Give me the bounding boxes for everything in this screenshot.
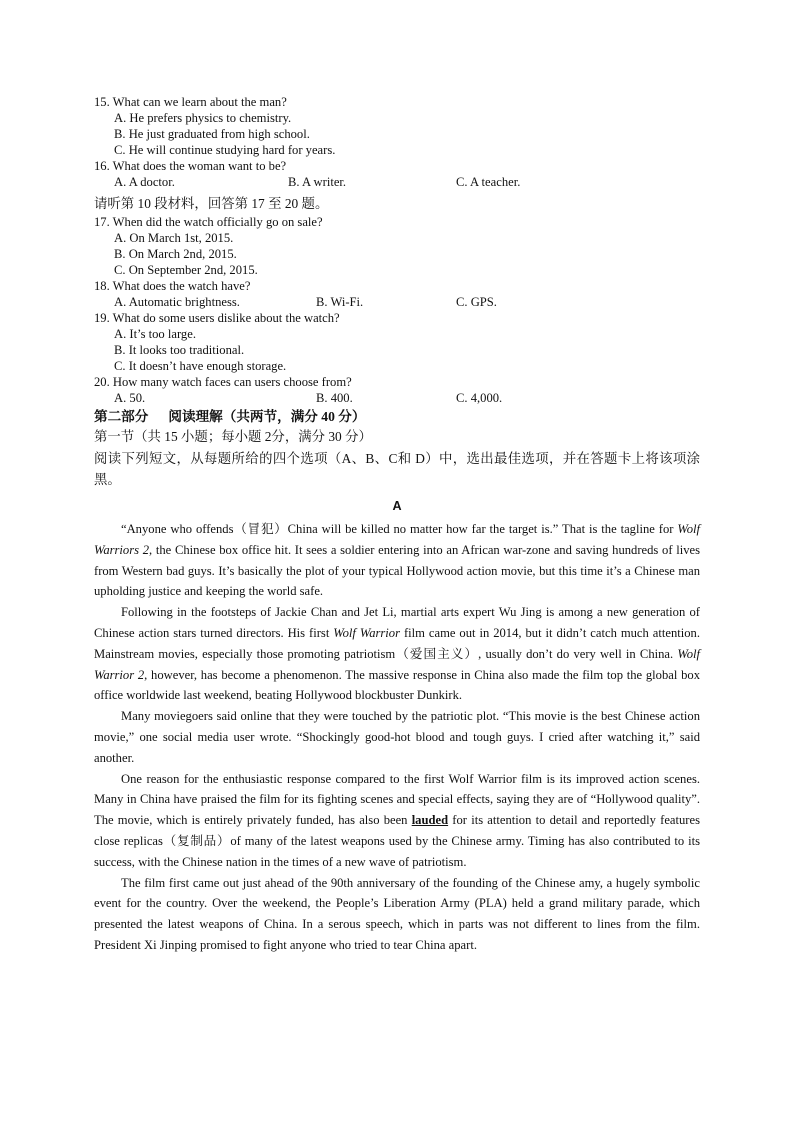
question-16-option-b: B. A writer. bbox=[288, 175, 347, 189]
question-15-option-a: A. He prefers physics to chemistry. bbox=[114, 111, 292, 125]
passage-paragraph-2: Following in the footsteps of Jackie Chan and Jet Li, martial arts expert Wu Jing is among a new generation of Chinese action stars turned directors. His first Wolf Warrior film came out in 2014, but it didn’t catch much attention. Mainstream movies, especially those promoting patriotism（爱国主义）, usually don’t do very well in China. Wolf Warrior 2, however, has become a phenomenon. The massive response in China also made the film top the global box office worldwide last weekend, beating Hollywood blockbuster Dunkirk. bbox=[94, 605, 700, 703]
section-one-heading: 第一节（共 15 小题；每小题 2分，满分 30 分） bbox=[94, 429, 372, 444]
question-17-option-c: C. On September 2nd, 2015. bbox=[114, 263, 258, 277]
question-20-options bbox=[114, 390, 700, 406]
question-16-options bbox=[114, 174, 700, 190]
question-19-option-c: C. It doesn’t have enough storage. bbox=[114, 359, 287, 373]
question-16-option-a: A. A doctor. bbox=[114, 175, 175, 189]
film-title: Wolf Warriors 2 bbox=[94, 522, 700, 557]
passage-label: A bbox=[392, 499, 402, 513]
question-19-option-b: B. It looks too traditional. bbox=[114, 343, 245, 357]
film-title: Wolf Warrior bbox=[333, 625, 400, 640]
exam-page bbox=[94, 94, 700, 956]
question-18-option-b: B. Wi-Fi. bbox=[316, 295, 364, 309]
part-two-title: 阅读理解（共两节，满分 40 分） bbox=[168, 409, 366, 424]
question-15-stem: 15. What can we learn about the man? bbox=[94, 95, 287, 109]
reading-instruction: 阅读下列短文，从每题所给的四个选项（A、B、C和 D）中，选出最佳选项，并在答题卡上将该项涂黑。 bbox=[94, 451, 700, 487]
question-20-stem: 20. How many watch faces can users choose from? bbox=[94, 375, 352, 389]
question-16-stem: 16. What does the woman want to be? bbox=[94, 159, 287, 173]
question-18-option-a: A. Automatic brightness. bbox=[114, 295, 240, 309]
passage-paragraph-1: “Anyone who offends（冒犯）China will be killed no matter how far the target is.” That is the tagline for Wolf Warriors 2, the Chinese box office hit. It sees a soldier entering into an African war-zone and saving hundreds of lives from Western bad guys. It’s basically the plot of your typical Hollywood action movie, but this time it’s a Chinese man upholding justice and keeping the world safe. bbox=[94, 522, 700, 599]
passage-paragraph-4: One reason for the enthusiastic response compared to the first Wolf Warrior film is its improved action scenes. Many in China have praised the film for its fighting scenes and special effects, saying they are of “Hollywood quality”. The movie, which is entirely privately funded, has also been lauded for its attention to detail and reportedly features close replicas（复制品）of many of the latest weapons used by the Chinese army. Timing has also contributed to its success, with the Chinese nation in the times of a new wave of patriotism. bbox=[94, 771, 700, 869]
question-20-option-a: A. 50. bbox=[114, 391, 146, 405]
question-16-option-c: C. A teacher. bbox=[456, 175, 521, 189]
question-17-stem: 17. When did the watch officially go on sale? bbox=[94, 215, 323, 229]
passage-paragraph-5: The film first came out just ahead of the 90th anniversary of the founding of the Chinese amy, a hugely symbolic event for the country. Over the weekend, the People’s Liberation Army (PLA) held a grand military parade, which presented the latest weapons of China. In a serous speech, which in parts was not different to lines from the film. President Xi Jinping promised to fight anyone who tried to tear China apart. bbox=[94, 875, 700, 952]
question-18-stem: 18. What does the watch have? bbox=[94, 279, 251, 293]
listening-instruction: 请听第 10 段材料，回答第 17 至 20 题。 bbox=[94, 196, 329, 211]
part-two-heading bbox=[94, 407, 700, 427]
question-17-option-b: B. On March 2nd, 2015. bbox=[114, 247, 237, 261]
question-19-stem: 19. What do some users dislike about the watch? bbox=[94, 311, 340, 325]
highlighted-word: lauded bbox=[411, 813, 449, 828]
question-15-option-c: C. He will continue studying hard for years. bbox=[114, 143, 336, 157]
part-two-label: 第二部分 bbox=[94, 409, 149, 424]
film-title: Wolf Warrior 2 bbox=[94, 646, 700, 682]
question-20-option-c: C. 4,000. bbox=[456, 391, 503, 405]
question-18-options bbox=[114, 294, 700, 310]
question-19-option-a: A. It’s too large. bbox=[114, 327, 196, 341]
question-18-option-c: C. GPS. bbox=[456, 295, 497, 309]
question-20-option-b: B. 400. bbox=[316, 391, 353, 405]
question-15-option-b: B. He just graduated from high school. bbox=[114, 127, 310, 141]
question-17-option-a: A. On March 1st, 2015. bbox=[114, 231, 234, 245]
passage-paragraph-3: Many moviegoers said online that they were touched by the patriotic plot. “This movie is the best Chinese action movie,” one social media user wrote. “Shockingly good-hot blood and tough guys. I cried after watching it,” said another. bbox=[94, 709, 700, 765]
